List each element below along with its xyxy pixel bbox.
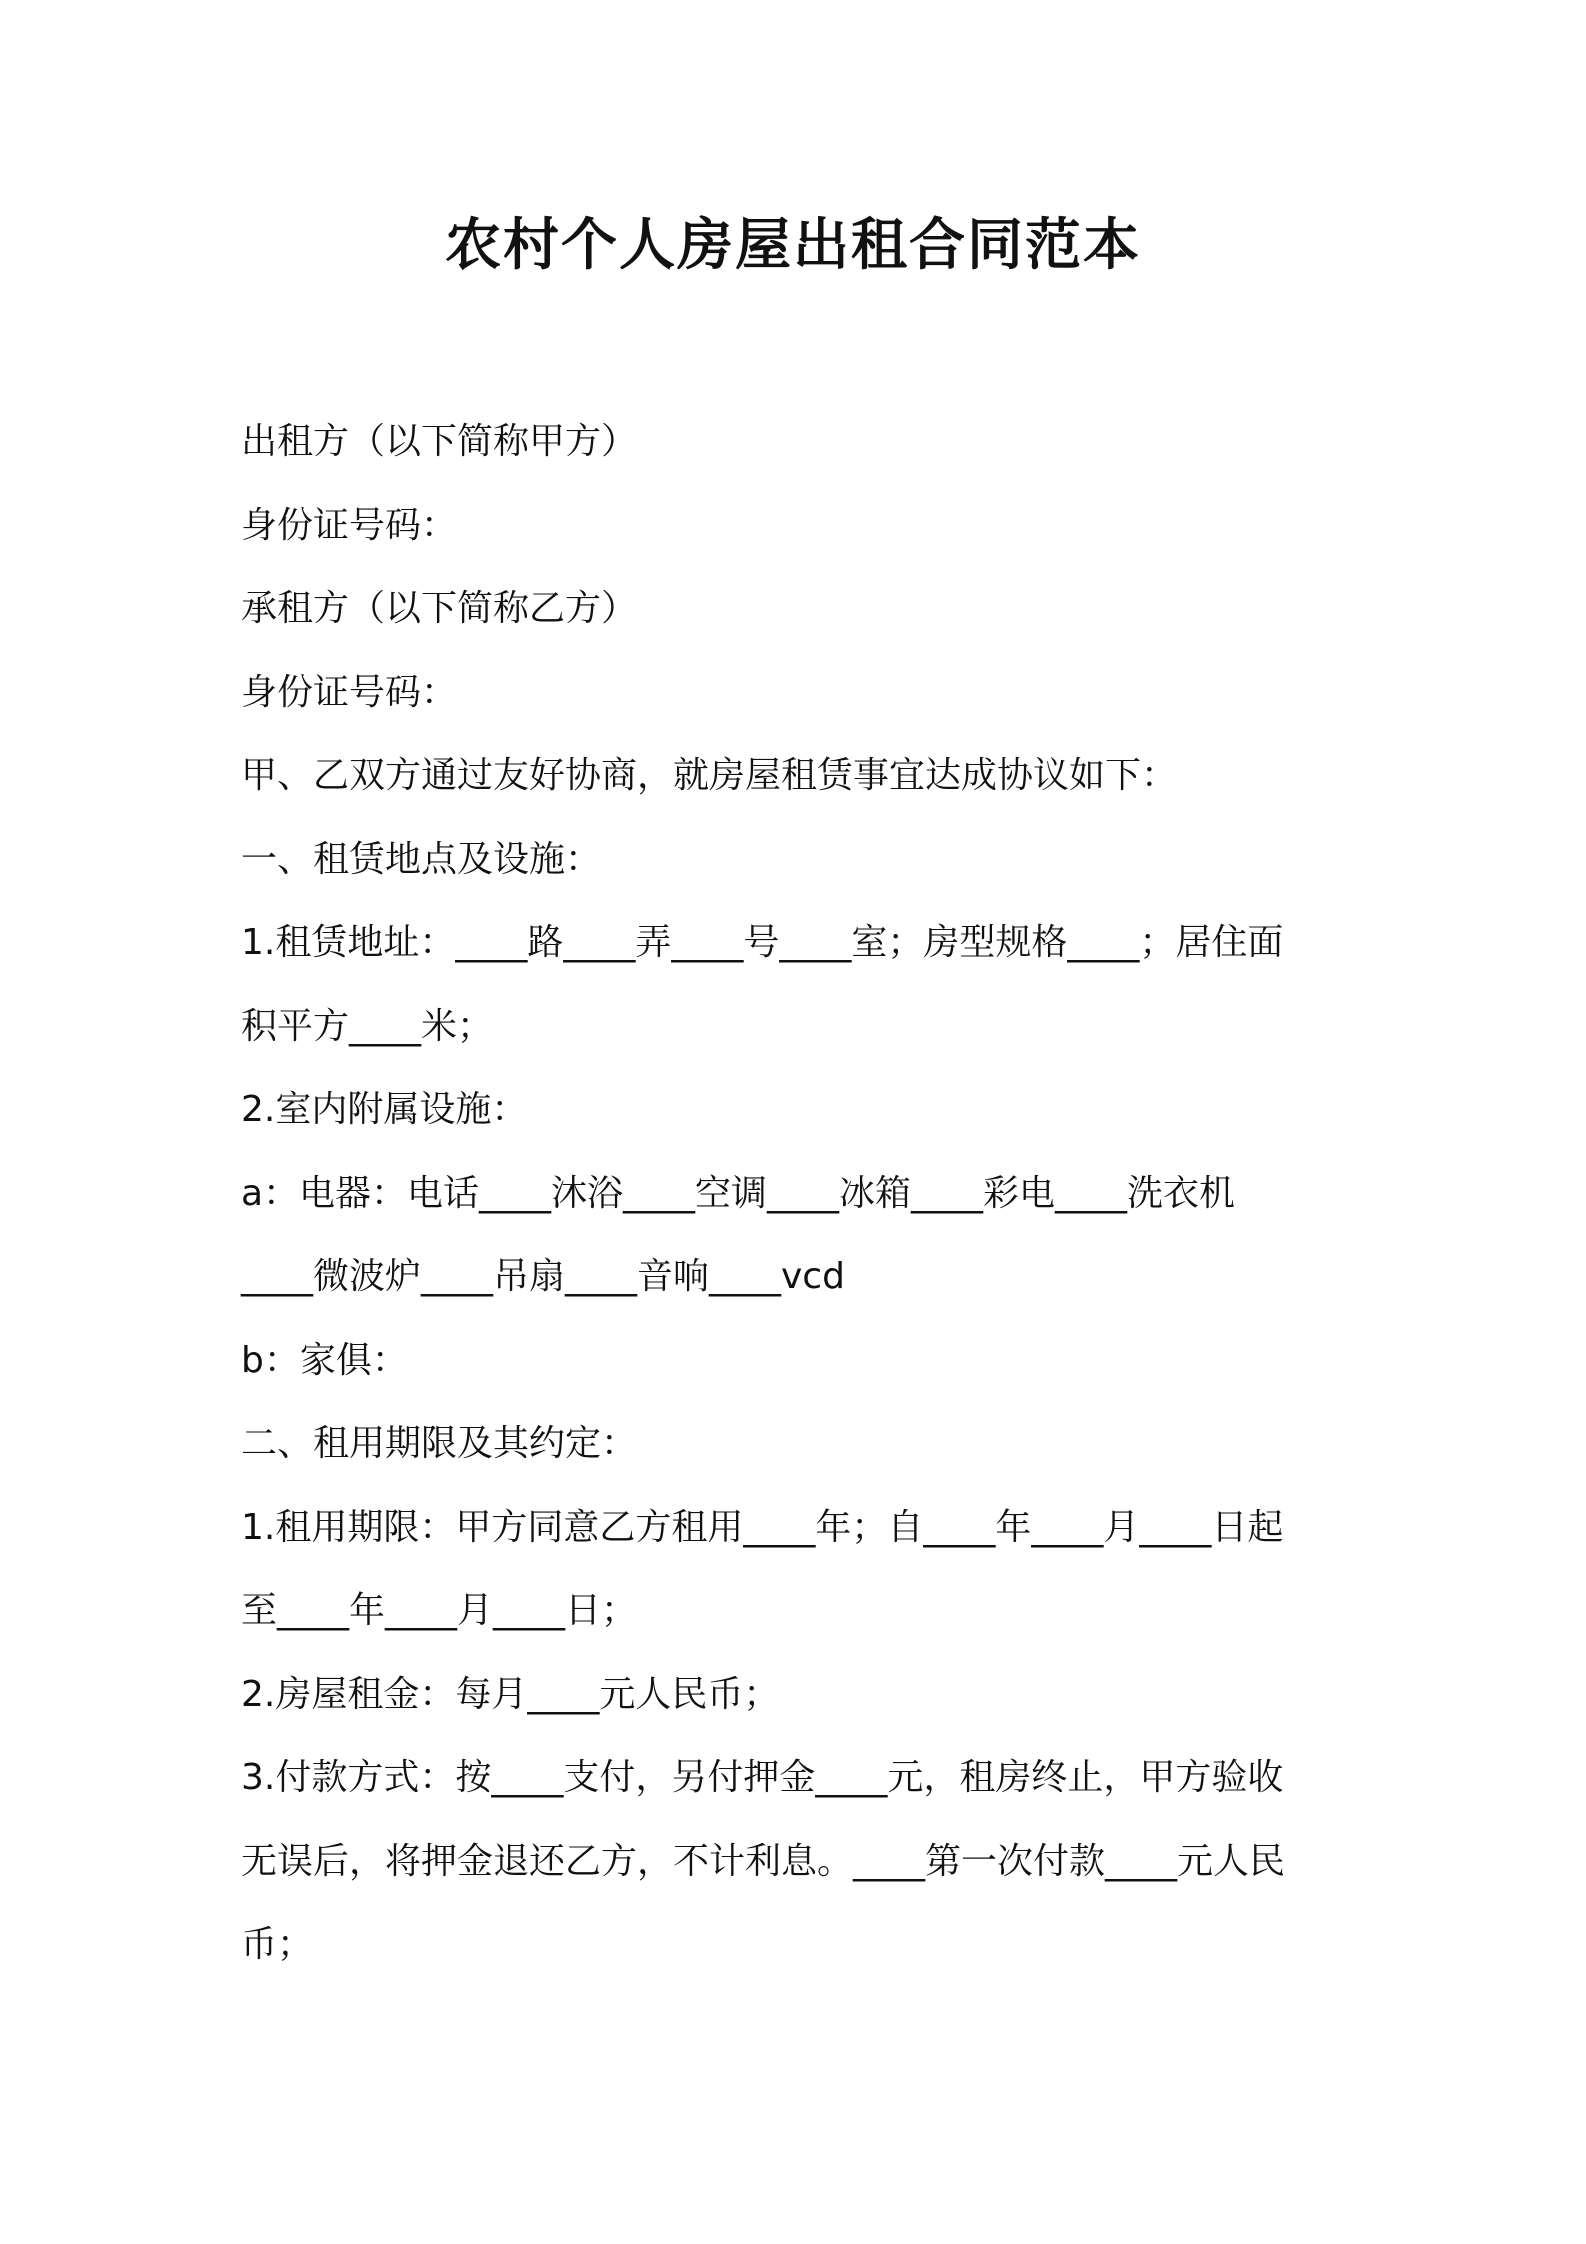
agreement-intro-line: 甲、乙双方通过友好协商，就房屋租赁事宜达成协议如下： — [241, 755, 1178, 796]
clause-1-1-line-1: 1.租赁地址：____路____弄____号____室；房型规格____；居住面 — [241, 922, 1284, 963]
clause-1-2-line: 2.室内附属设施： — [241, 1089, 528, 1130]
clause-2-3-line-1: 3.付款方式：按____支付，另付押金____元，租房终止，甲方验收 — [241, 1757, 1284, 1798]
clause-2-3-line-3: 币； — [241, 1924, 314, 1965]
clause-2-2-line: 2.房屋租金：每月____元人民币； — [241, 1673, 780, 1715]
party-a-id-line: 身份证号码： — [241, 504, 458, 546]
furniture-line: b：家俱： — [241, 1339, 408, 1381]
document-title: 农村个人房屋出租合同范本 — [445, 213, 1141, 278]
section-1-heading: 一、租赁地点及设施： — [241, 838, 602, 880]
clause-1-1-line-2: 积平方____米； — [241, 1005, 494, 1047]
appliances-line-1: a：电器：电话____沐浴____空调____冰箱____彩电____洗衣机 — [241, 1172, 1236, 1214]
document-body — [241, 400, 1361, 1987]
clause-2-1-line-2: 至____年____月____日； — [241, 1590, 638, 1631]
party-b-line: 承租方（以下简称乙方） — [241, 588, 638, 629]
clause-2-3-line-2: 无误后，将押金退还乙方，不计利息。____第一次付款____元人民 — [241, 1840, 1286, 1882]
appliances-line-2: ____微波炉____吊扇____音响____vcd — [241, 1256, 845, 1297]
clause-2-1-line-1: 1.租用期限：甲方同意乙方租用____年；自____年____月____日起 — [241, 1506, 1284, 1548]
party-a-line: 出租方（以下简称甲方） — [241, 421, 638, 462]
section-2-heading: 二、租用期限及其约定： — [241, 1423, 638, 1464]
party-b-id-line: 身份证号码： — [241, 671, 458, 713]
